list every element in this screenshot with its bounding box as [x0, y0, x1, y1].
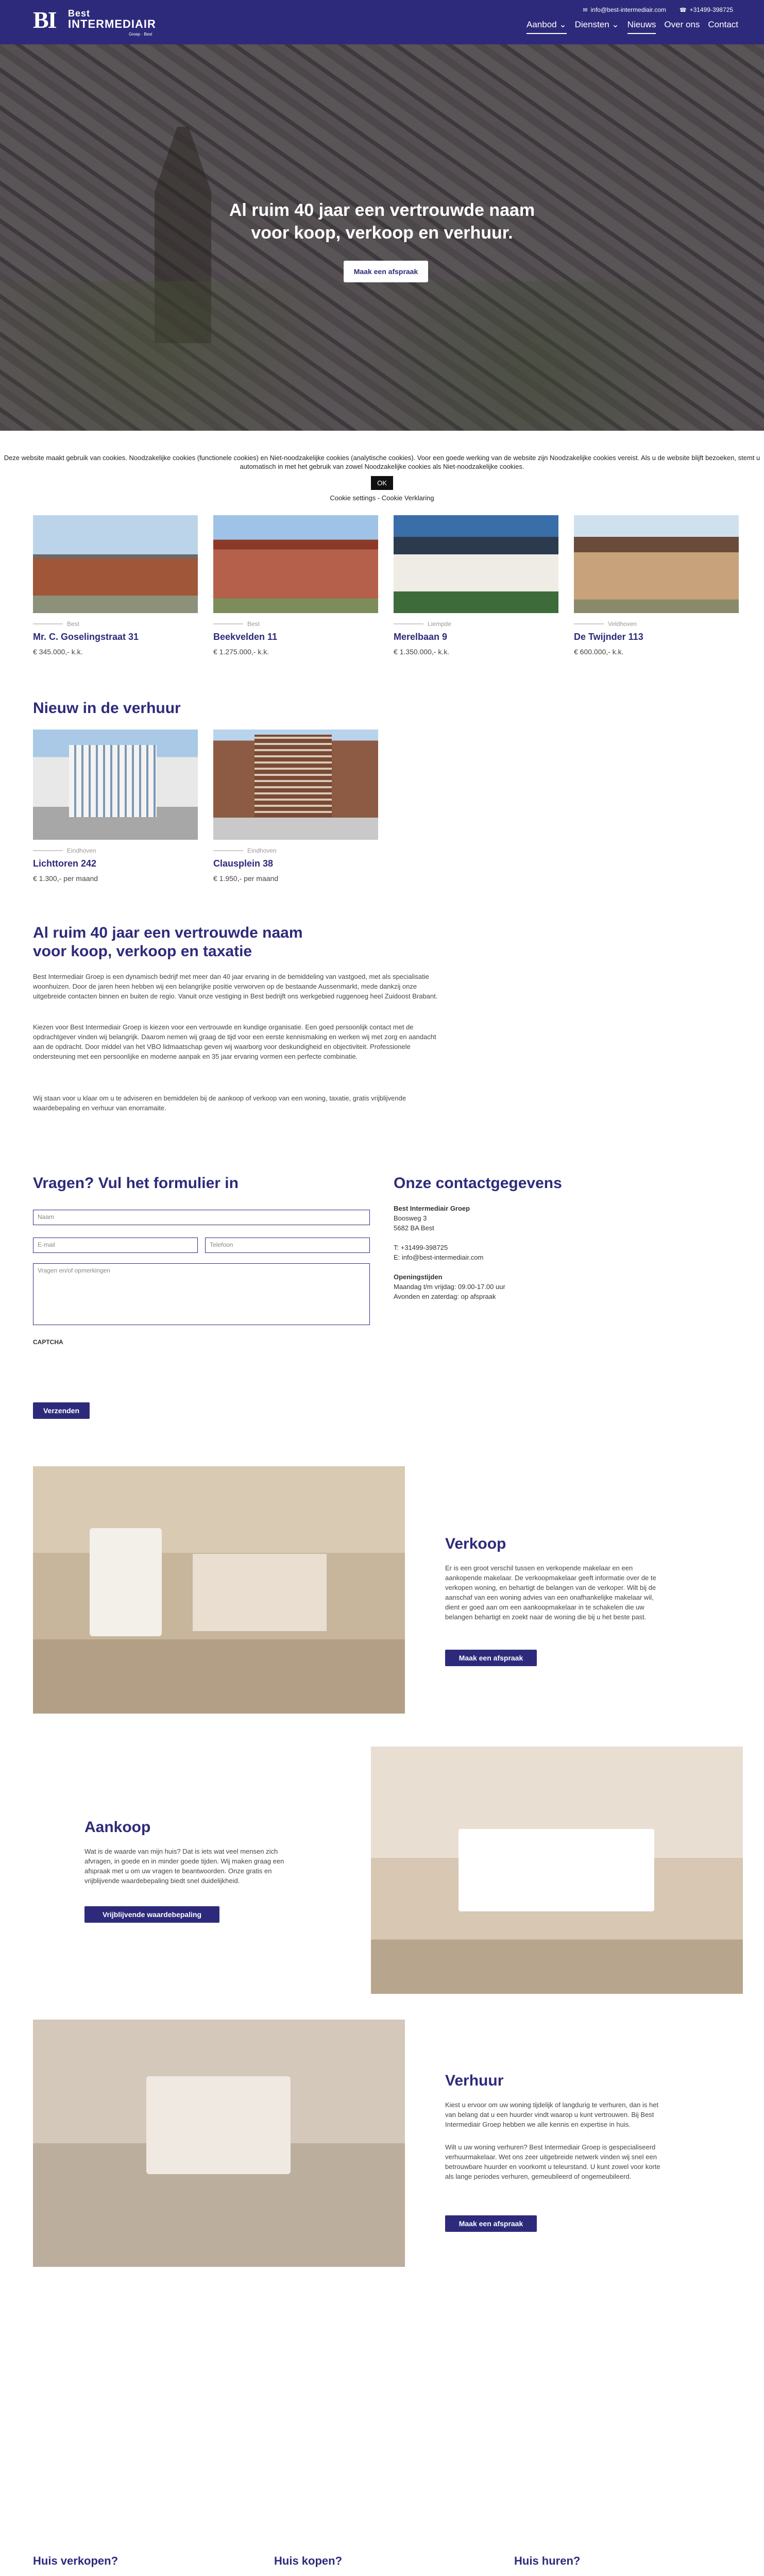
nav-contact[interactable]: Contact — [708, 20, 738, 29]
rental-location: Eindhoven — [247, 847, 277, 854]
hero-title — [0, 199, 764, 244]
listing-address[interactable]: Beekvelden 11 — [213, 632, 278, 642]
listing-photo[interactable] — [394, 515, 558, 613]
verkoop-image-shape — [90, 1528, 162, 1636]
verhuur-image — [33, 2020, 405, 2267]
logo-line-1: Best — [68, 8, 91, 19]
hero-title-line-1: Al ruim 40 jaar een vertrouwde naam — [229, 200, 535, 220]
hero-trees — [0, 281, 764, 431]
listing-status — [33, 620, 198, 628]
rental-price: € 1.300,- per maand — [33, 874, 98, 883]
nav-over-ons[interactable]: Over ons — [664, 20, 700, 29]
about-paragraph: Kiezen voor Best Intermediair Groep is kiezen voor een vertrouwde en kundige organisatie. Een goed persoonlijk contact met de opdrachtgever vinden wij belangrijk. Daarom nemen wij graag de tijd voor een eerste kennismaking en werken wij met zorg en aandacht aan de opdracht. Door middel van het VBO lidmaatschap geven wij waarborg voor deskundigheid en objectiviteit. Professionele ondersteuning met een persoonlijke en moderne aanpak en 35 jaar ervaring vormen een perfecte combinatie. — [33, 1023, 436, 1060]
message-textarea[interactable]: Vragen en/of opmerkingen — [33, 1263, 370, 1325]
top-contacts — [583, 6, 733, 13]
logo-mark: BI — [33, 7, 56, 33]
top-email-text: info@best-intermediair.com — [590, 6, 666, 13]
contact-details — [394, 1204, 505, 1301]
verkoop-image-shape — [193, 1554, 327, 1631]
verhuur-image-shape — [146, 2076, 291, 2174]
listing-card[interactable] — [394, 515, 558, 656]
logo-line-2: INTERMEDIAIR — [68, 18, 156, 30]
hours-title: Openingstijden — [394, 1273, 443, 1281]
listing-card[interactable] — [33, 515, 198, 656]
send-button[interactable]: Verzenden — [33, 1402, 90, 1419]
cookie-text: Deze website maakt gebruik van cookies. Noodzakelijke cookies (functionele cookies) en Niet-noodzakelijke cookies (analytische cookies). Voor een goede werking van de website zijn Noodzakelijke cookies vereist. Als u de website blijft bezoeken, stemt u automatisch in met het gebruik van zowel Noodzakelijke cookies als Niet-noodzakelijke cookies. — [4, 454, 760, 470]
rental-address[interactable]: Lichttoren 242 — [33, 858, 97, 869]
verhuur-text-1: Kiest u ervoor om uw woning tijdelijk of langdurig te verhuren, dan is het van belang dat u een huurder vindt waarop u kunt vertrouwen. Bij Best Intermediair Groep hebben we alle kennis en expertise in huis. — [445, 2101, 659, 2128]
aankoop-image — [371, 1747, 743, 1994]
hero — [0, 44, 764, 431]
aankoop-text: Wat is de waarde van mijn huis? Dat is iets wat veel mensen zich afvragen, in goede en in minder goede tijden. Wij maken graag een afspraak met u om uw vragen te beantwoorden. Onze gratis en vrijblijvende waardebepaling biedt snel duidelijkheid. — [84, 1848, 284, 1885]
nav-diensten[interactable]: Diensten ⌄ — [574, 20, 619, 29]
verkoop-image — [33, 1466, 405, 1714]
link-huis-huren[interactable]: Huis huren? — [514, 2554, 581, 2567]
rental-photo[interactable] — [33, 730, 198, 840]
captcha-label: CAPTCHA — [33, 1338, 63, 1346]
listing-price: € 1.350.000,- k.k. — [394, 648, 450, 656]
email-input[interactable]: E-mail — [33, 1238, 198, 1253]
listing-card[interactable] — [213, 515, 378, 656]
about-title-line-2: voor koop, verkoop en taxatie — [33, 943, 252, 960]
about-title-line-1: Al ruim 40 jaar een vertrouwde naam — [33, 924, 303, 941]
top-phone-text: +31499-398725 — [689, 6, 733, 13]
rental-price: € 1.950,- per maand — [213, 874, 279, 883]
rental-card[interactable] — [213, 730, 378, 883]
rental-card[interactable] — [33, 730, 198, 883]
hours-weekdays: Maandag t/m vrijdag: 09.00-17.00 uur — [394, 1283, 505, 1291]
listing-photo[interactable] — [213, 515, 378, 613]
link-huis-kopen[interactable]: Huis kopen? — [274, 2554, 343, 2567]
cookie-ok-button[interactable]: OK — [371, 476, 393, 490]
top-email[interactable] — [583, 6, 666, 13]
listing-address[interactable]: De Twijnder 113 — [574, 632, 643, 642]
hero-cta-button[interactable]: Maak een afspraak — [344, 261, 428, 282]
verhuur-title: Verhuur — [445, 2072, 504, 2089]
form-title: Vragen? Vul het formulier in — [33, 1175, 239, 1192]
rental-photo[interactable] — [213, 730, 378, 840]
listing-photo[interactable] — [33, 515, 198, 613]
verkoop-text: Er is een groot verschil tussen en verkopende makelaar en een aankopende makelaar. De verkoopmakelaar geeft informatie over de te verkopen woning, en behartigt de belangen van de verkoper. Wilt bij de aanschaf van een woning advies van een onafhankelijke makelaar wil, dient er goed aan om een aankoopmakelaar in te schakelen die uw belangen behartigt en zoekt naar de woning die bij u het beste past. — [445, 1564, 656, 1621]
contact-email[interactable]: E: info@best-intermediair.com — [394, 1253, 484, 1261]
listing-status — [213, 620, 378, 628]
site-header — [0, 0, 764, 44]
verkoop-cta-button[interactable]: Maak een afspraak — [445, 1650, 537, 1666]
rental-location: Eindhoven — [67, 847, 96, 854]
listing-status — [394, 620, 558, 628]
contact-city: 5682 BA Best — [394, 1224, 434, 1232]
nav-aanbod[interactable]: Aanbod ⌄ — [527, 20, 567, 34]
verhuur-text-2: Wilt u uw woning verhuren? Best Intermediair Groep is gespecialiseerd verhuurmakelaar. Wet ons zeer uitgebreide netwerk vinden wij snel een betrouwbare huurder en voorkomt u teleurstand. U kunt zowel voor korte als lange periodes verhuren, gemeubileerd of ongemeubileerd. — [445, 2143, 660, 2180]
verhuur-cta-button[interactable]: Maak een afspraak — [445, 2215, 537, 2232]
link-huis-verkopen[interactable]: Huis verkopen? — [33, 2554, 118, 2567]
hero-title-line-2: voor koop, verkoop en verhuur. — [251, 223, 513, 243]
listing-status — [574, 620, 739, 628]
logo-line-3: Groep · Best — [129, 32, 152, 37]
phone-input[interactable]: Telefoon — [205, 1238, 370, 1253]
listing-price: € 600.000,- k.k. — [574, 648, 624, 656]
about-paragraph: Best Intermediair Groep is een dynamisch bedrijf met meer dan 40 jaar ervaring in de bemiddeling van vastgoed, met als specialisatie woonhuizen. Door de jaren heen hebben wij een belangrijke positie verworven op de bestaande Aussenmarkt, mede dankzij onze uitgebreide contacten binnen en buiten de regio. Vanuit onze vestiging in Best bedrijft ons werkgebied ruggenoeg heel Zuidoost Brabant. — [33, 973, 438, 1000]
listing-price: € 1.275.000,- k.k. — [213, 648, 269, 656]
phone-icon: ☎ — [679, 7, 687, 13]
main-nav — [527, 20, 738, 34]
about-title — [33, 924, 394, 961]
listing-location: Best — [247, 620, 260, 628]
name-input[interactable]: Naam — [33, 1210, 370, 1225]
about-paragraph: Wij staan voor u klaar om u te adviseren en bemiddelen bij de aankoop of verkoop van een woning, taxatie, gratis vrijblijvende waardebepaling en verhuur van enorramaite. — [33, 1094, 406, 1112]
logo[interactable] — [33, 6, 167, 35]
contact-company: Best Intermediair Groep — [394, 1205, 470, 1212]
mail-icon: ✉ — [583, 7, 588, 13]
rental-status — [33, 847, 198, 854]
cookie-banner — [0, 443, 764, 510]
listing-address[interactable]: Mr. C. Goselingstraat 31 — [33, 632, 139, 642]
aankoop-image-shape — [459, 1829, 654, 1911]
hours-evenings: Avonden en zaterdag: op afspraak — [394, 1293, 496, 1300]
listing-card[interactable] — [574, 515, 739, 656]
verkoop-title: Verkoop — [445, 1535, 506, 1552]
rental-address[interactable]: Clausplein 38 — [213, 858, 274, 869]
aankoop-cta-button[interactable]: Vrijblijvende waardebepaling — [84, 1906, 219, 1923]
listing-location: Veldhoven — [608, 620, 637, 628]
rental-status — [213, 847, 378, 854]
top-phone[interactable] — [680, 6, 733, 13]
listing-location: Liempde — [428, 620, 452, 628]
contact-street: Boosweg 3 — [394, 1214, 427, 1222]
listing-photo[interactable] — [574, 515, 739, 613]
nav-nieuws[interactable]: Nieuws — [627, 20, 656, 34]
listing-price: € 345.000,- k.k. — [33, 648, 83, 656]
contact-title: Onze contactgegevens — [394, 1175, 562, 1192]
cookie-links[interactable]: Cookie settings - Cookie Verklaring — [330, 494, 434, 502]
contact-phone[interactable]: T: +31499-398725 — [394, 1244, 448, 1251]
aankoop-title: Aankoop — [84, 1819, 151, 1836]
listing-address[interactable]: Merelbaan 9 — [394, 632, 448, 642]
listing-location: Best — [67, 620, 80, 628]
rent-section-title: Nieuw in de verhuur — [33, 700, 181, 717]
